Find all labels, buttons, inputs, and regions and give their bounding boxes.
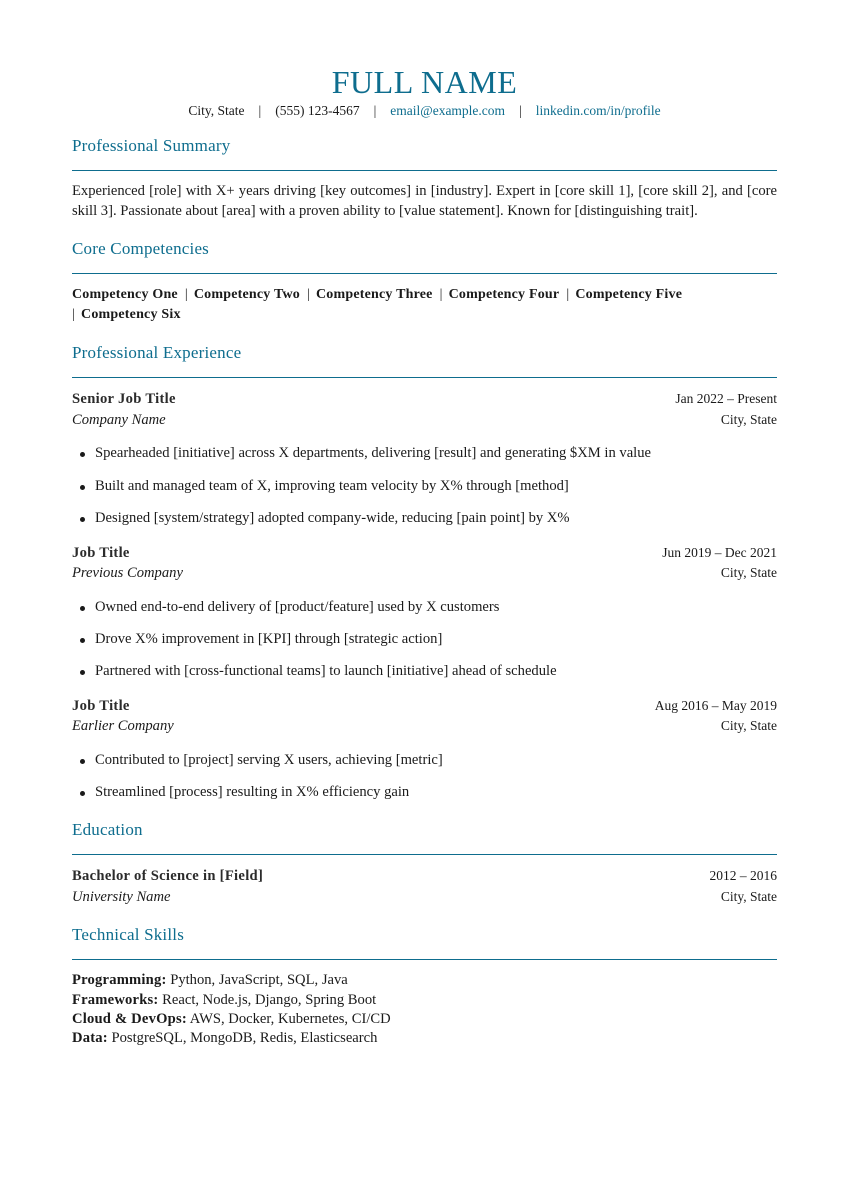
competency-item: Competency Four (448, 287, 560, 303)
job-company: Earlier Company (72, 718, 174, 735)
school-name: University Name (72, 888, 171, 905)
competency-item: Competency One (72, 287, 178, 303)
job-title: Job Title (72, 697, 130, 714)
skill-label: Frameworks: (72, 991, 159, 1008)
section-rule (72, 377, 777, 378)
bullet-item: Drove X% improvement in [KPI] through [strategic action] (72, 630, 777, 650)
skill-value: Python, JavaScript, SQL, Java (170, 972, 348, 989)
job-company: Company Name (72, 411, 166, 428)
contact-separator: | (519, 103, 522, 118)
job-entry (72, 696, 777, 803)
job-bullets (72, 444, 777, 528)
section-competencies (72, 238, 777, 325)
section-rule (72, 854, 777, 855)
competency-item: Competency Five (575, 287, 683, 303)
job-bullets (72, 598, 777, 682)
section-rule (72, 959, 777, 960)
competency-item: Competency Three (315, 287, 433, 303)
bullet-item: Owned end-to-end delivery of [product/feature] used by X customers (72, 598, 777, 618)
skills-list (72, 971, 777, 1048)
education-dates: 2012 – 2016 (709, 868, 777, 884)
education-entry (72, 866, 777, 907)
job-entry (72, 543, 777, 682)
contact-email-link[interactable]: email@example.com (390, 103, 506, 118)
job-dates: Jun 2019 – Dec 2021 (662, 544, 777, 560)
section-title-education: Education (72, 820, 143, 840)
skill-row (72, 1029, 777, 1048)
skill-value: React, Node.js, Django, Spring Boot (162, 991, 377, 1008)
competency-list (72, 285, 812, 325)
skill-row (72, 1010, 777, 1029)
competency-item: Competency Two (193, 287, 300, 303)
job-location: City, State (720, 718, 777, 734)
section-summary (72, 135, 777, 221)
skill-row (72, 991, 777, 1010)
job-dates: Aug 2016 – May 2019 (654, 697, 777, 713)
summary-text: Experienced [role] with X+ years driving [key outcomes] in [industry]. Expert in [core skill 1], [core skill 2], and [core skill 3]. Passionate about [area] with a proven ability to [value statement]. Known for [distinguishing trait]. (72, 183, 777, 219)
section-rule (72, 170, 777, 171)
bullet-item: Designed [system/strategy] adopted company-wide, reducing [pain point] by X% (72, 509, 777, 529)
competency-separator: | (439, 287, 443, 303)
skill-row (72, 971, 777, 990)
bullet-item: Streamlined [process] resulting in X% efficiency gain (72, 783, 777, 803)
degree: Bachelor of Science in [Field] (72, 868, 264, 885)
job-entry (72, 389, 777, 528)
section-title-competencies: Core Competencies (72, 239, 210, 259)
skill-label: Programming: (72, 972, 167, 989)
section-experience (72, 342, 777, 802)
job-bullets (72, 751, 777, 803)
job-dates: Jan 2022 – Present (675, 391, 777, 407)
section-rule (72, 273, 777, 274)
school-location: City, State (720, 888, 777, 904)
bullet-item: Partnered with [cross-functional teams] to launch [initiative] ahead of schedule (72, 662, 777, 682)
bullet-item: Built and managed team of X, improving team velocity by X% through [method] (72, 477, 777, 497)
section-education (72, 819, 777, 907)
section-title-summary: Professional Summary (72, 136, 231, 155)
job-location: City, State (720, 411, 777, 427)
contact-phone: (555) 123-4567 (275, 103, 360, 118)
job-company: Previous Company (72, 565, 183, 581)
competency-separator: | (184, 287, 188, 303)
contact-linkedin-link[interactable]: linkedin.com/in/profile (535, 103, 661, 118)
bullet-item: Spearheaded [initiative] across X departments, delivering [result] and generating $XM in value (72, 444, 777, 464)
contact-location: City, State (188, 103, 245, 118)
skill-label: Data: (72, 1030, 108, 1047)
competency-item: Competency Six (81, 307, 181, 323)
section-title-skills: Technical Skills (72, 925, 185, 945)
skill-value: PostgreSQL, MongoDB, Redis, Elasticsearch (111, 1030, 378, 1047)
contact-line (72, 101, 777, 121)
competency-separator: | (306, 287, 310, 303)
full-name: FULL NAME (331, 64, 518, 100)
contact-separator: | (258, 103, 262, 118)
job-title: Job Title (72, 544, 130, 561)
competency-separator: | (72, 307, 76, 323)
skill-value: AWS, Docker, Kubernetes, CI/CD (189, 1010, 391, 1027)
bullet-item: Contributed to [project] serving X users, achieving [metric] (72, 751, 777, 771)
contact-separator: | (373, 103, 377, 118)
job-title: Senior Job Title (72, 391, 176, 408)
section-title-experience: Professional Experience (72, 343, 242, 363)
skill-label: Cloud & DevOps: (72, 1010, 187, 1027)
section-skills (72, 924, 777, 1048)
competency-separator: | (566, 287, 570, 303)
job-location: City, State (720, 565, 777, 580)
